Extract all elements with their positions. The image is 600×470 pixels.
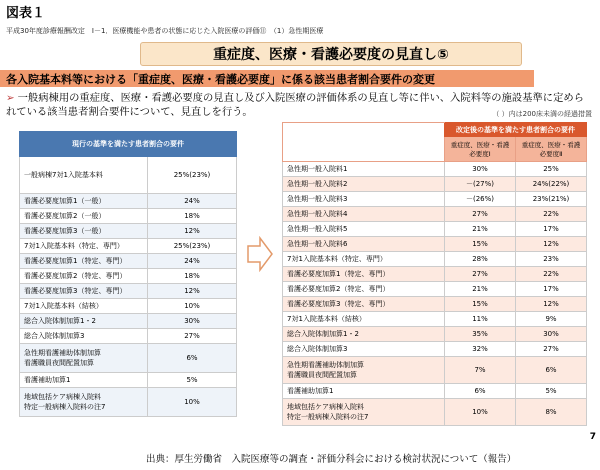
row-value-necessity-1: 27% bbox=[445, 207, 516, 222]
left-table-header: 現行の基準を満たす患者割合の要件 bbox=[20, 132, 237, 157]
row-value-necessity-2: 22% bbox=[516, 207, 587, 222]
current-requirements-table bbox=[19, 131, 237, 417]
row-label: 急性期一般入院料5 bbox=[283, 222, 445, 237]
row-label: 総合入院体制加算1・2 bbox=[20, 314, 148, 329]
table-row bbox=[283, 384, 587, 399]
row-value-necessity-2: 12% bbox=[516, 237, 587, 252]
table-row bbox=[283, 162, 587, 177]
row-label: 7対1入院基本料（結核） bbox=[283, 312, 445, 327]
table-row bbox=[283, 177, 587, 192]
row-value-necessity-2: 6% bbox=[516, 357, 587, 384]
table-row bbox=[283, 267, 587, 282]
table-row bbox=[283, 207, 587, 222]
breadcrumb: 平成30年度診療報酬改定 Ⅰ－1．医療機能や患者の状態に応じた入院医療の評価⑪ （1）急性期医療 bbox=[6, 27, 324, 35]
row-value: 30% bbox=[148, 314, 237, 329]
row-label: 看護補助加算1 bbox=[20, 373, 148, 388]
row-value: 10% bbox=[148, 299, 237, 314]
row-label: 地域包括ケア病棟入院料 特定一般病棟入院料の注7 bbox=[283, 399, 445, 426]
row-label: 総合入院体制加算3 bbox=[283, 342, 445, 357]
row-value: 24% bbox=[148, 194, 237, 209]
row-label: 地域包括ケア病棟入院料 特定一般病棟入院料の注7 bbox=[20, 388, 148, 417]
row-label: 看護必要度加算2（一般） bbox=[20, 209, 148, 224]
row-value-necessity-2: 17% bbox=[516, 282, 587, 297]
row-value-necessity-1: 32% bbox=[445, 342, 516, 357]
row-value: 25%(23%) bbox=[148, 157, 237, 194]
table-row bbox=[20, 254, 237, 269]
row-label: 急性期看護補助体制加算 看護職員夜間配置加算 bbox=[283, 357, 445, 384]
row-label: 看護必要度加算2（特定、専門） bbox=[283, 282, 445, 297]
row-value: 18% bbox=[148, 209, 237, 224]
row-value: 5% bbox=[148, 373, 237, 388]
revised-requirements-table bbox=[282, 122, 587, 426]
table-row bbox=[20, 373, 237, 388]
transition-note: （ ）内は200床未満の経過措置 bbox=[492, 110, 592, 118]
row-label: 総合入院体制加算1・2 bbox=[283, 327, 445, 342]
row-value-necessity-2: 5% bbox=[516, 384, 587, 399]
row-label: 7対1入院基本料（特定、専門） bbox=[20, 239, 148, 254]
row-value-necessity-1: －(27%) bbox=[445, 177, 516, 192]
row-value-necessity-1: 15% bbox=[445, 237, 516, 252]
row-label: 一般病棟7対1入院基本料 bbox=[20, 157, 148, 194]
table-row bbox=[20, 314, 237, 329]
row-value-necessity-1: 15% bbox=[445, 297, 516, 312]
row-value-necessity-2: 17% bbox=[516, 222, 587, 237]
row-value-necessity-2: 23%(21%) bbox=[516, 192, 587, 207]
row-value-necessity-2: 12% bbox=[516, 297, 587, 312]
row-label: 看護必要度加算1（特定、専門） bbox=[20, 254, 148, 269]
table-row bbox=[283, 192, 587, 207]
row-label: 看護必要度加算1（一般） bbox=[20, 194, 148, 209]
table-row bbox=[283, 222, 587, 237]
row-value-necessity-2: 22% bbox=[516, 267, 587, 282]
row-value-necessity-1: 11% bbox=[445, 312, 516, 327]
table-row bbox=[283, 357, 587, 384]
table-row bbox=[283, 312, 587, 327]
row-label: 7対1入院基本料（結核） bbox=[20, 299, 148, 314]
row-label: 看護必要度加算3（一般） bbox=[20, 224, 148, 239]
row-label: 看護必要度加算1（特定、専門） bbox=[283, 267, 445, 282]
page-number: 7 bbox=[589, 432, 596, 442]
row-value: 24% bbox=[148, 254, 237, 269]
row-value-necessity-1: 21% bbox=[445, 282, 516, 297]
page-title: 重症度、医療・看護必要度の見直し⑤ bbox=[140, 42, 522, 66]
row-label: 総合入院体制加算3 bbox=[20, 329, 148, 344]
bullet-arrow-icon: ➢ bbox=[6, 92, 15, 104]
row-value: 10% bbox=[148, 388, 237, 417]
table-row bbox=[283, 282, 587, 297]
row-label: 急性期一般入院料2 bbox=[283, 177, 445, 192]
table-row bbox=[20, 194, 237, 209]
row-label: 急性期一般入院料1 bbox=[283, 162, 445, 177]
table-row bbox=[283, 342, 587, 357]
row-value: 6% bbox=[148, 344, 237, 373]
table-row bbox=[283, 297, 587, 312]
row-value-necessity-1: 7% bbox=[445, 357, 516, 384]
row-value-necessity-2: 9% bbox=[516, 312, 587, 327]
row-value-necessity-1: 28% bbox=[445, 252, 516, 267]
section-subtitle: 各入院基本料等における「重症度、医療・看護必要度」に係る該当患者割合要件の変更 bbox=[0, 70, 534, 87]
table-row bbox=[20, 299, 237, 314]
row-value-necessity-1: 6% bbox=[445, 384, 516, 399]
right-arrow-icon bbox=[246, 236, 274, 272]
table-row bbox=[20, 209, 237, 224]
table-row bbox=[20, 388, 237, 417]
row-value-necessity-2: 23% bbox=[516, 252, 587, 267]
row-label: 急性期看護補助体制加算 看護職員夜間配置加算 bbox=[20, 344, 148, 373]
row-label: 看護必要度加算3（特定、専門） bbox=[283, 297, 445, 312]
row-value: 12% bbox=[148, 224, 237, 239]
table-row bbox=[20, 329, 237, 344]
col-necessity-2: 重症度、医療・看護 必要度Ⅱ bbox=[516, 137, 587, 162]
table-row bbox=[283, 252, 587, 267]
row-value-necessity-1: 21% bbox=[445, 222, 516, 237]
table-row bbox=[283, 327, 587, 342]
row-value-necessity-2: 25% bbox=[516, 162, 587, 177]
col-necessity-1: 重症度、医療・看護 必要度Ⅰ bbox=[445, 137, 516, 162]
row-value-necessity-2: 27% bbox=[516, 342, 587, 357]
table-row bbox=[20, 344, 237, 373]
row-value-necessity-1: 27% bbox=[445, 267, 516, 282]
row-value: 27% bbox=[148, 329, 237, 344]
table-row bbox=[283, 399, 587, 426]
table-row bbox=[283, 237, 587, 252]
right-table-header: 改定後の基準を満たす患者割合の要件 bbox=[445, 123, 587, 137]
row-value-necessity-2: 30% bbox=[516, 327, 587, 342]
row-value-necessity-2: 8% bbox=[516, 399, 587, 426]
table-row bbox=[20, 284, 237, 299]
table-row bbox=[20, 224, 237, 239]
row-value-necessity-1: 30% bbox=[445, 162, 516, 177]
row-label: 急性期一般入院料3 bbox=[283, 192, 445, 207]
row-value-necessity-2: 24%(22%) bbox=[516, 177, 587, 192]
row-label: 急性期一般入院料6 bbox=[283, 237, 445, 252]
table-row bbox=[20, 239, 237, 254]
right-table-corner bbox=[283, 123, 445, 162]
row-label: 7対1入院基本料（特定、専門） bbox=[283, 252, 445, 267]
table-row bbox=[20, 157, 237, 194]
row-value: 12% bbox=[148, 284, 237, 299]
source-citation: 出典：厚生労働省 入院医療等の調査・評価分科会における検討状況について（報告） bbox=[146, 454, 517, 465]
row-value: 25%(23%) bbox=[148, 239, 237, 254]
row-value: 18% bbox=[148, 269, 237, 284]
row-label: 看護必要度加算3（特定、専門） bbox=[20, 284, 148, 299]
row-label: 看護補助加算1 bbox=[283, 384, 445, 399]
table-row bbox=[20, 269, 237, 284]
row-value-necessity-1: 10% bbox=[445, 399, 516, 426]
row-label: 看護必要度加算2（特定、専門） bbox=[20, 269, 148, 284]
row-value-necessity-1: 35% bbox=[445, 327, 516, 342]
bullet-text: 一般病棟用の重症度、医療・看護必要度の見直し及び入院医療の評価体系の見直し等に伴い、入院料等の施設基準に定められている該当患者割合要件について、見直しを行う。 bbox=[6, 92, 584, 118]
row-label: 急性期一般入院料4 bbox=[283, 207, 445, 222]
row-value-necessity-1: －(26%) bbox=[445, 192, 516, 207]
figure-label: 図表１ bbox=[6, 6, 46, 21]
